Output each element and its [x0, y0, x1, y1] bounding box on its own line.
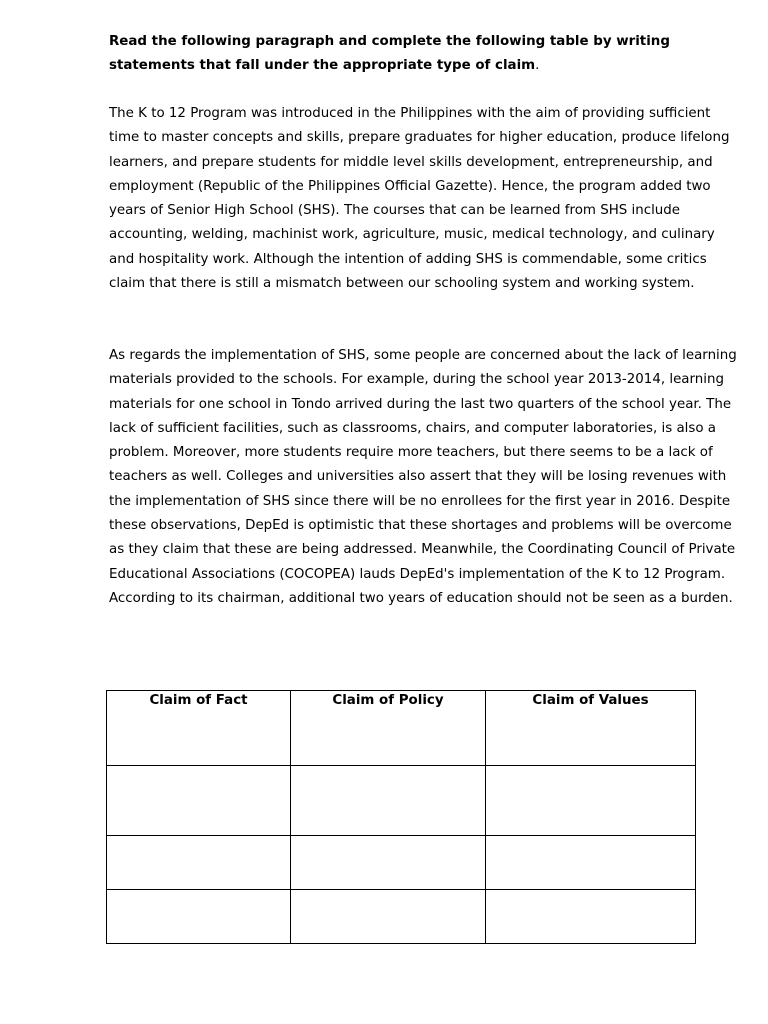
table-header-row — [107, 691, 696, 766]
cell-values[interactable] — [486, 836, 696, 890]
cell-fact[interactable] — [107, 766, 291, 836]
instruction-text — [109, 30, 729, 79]
cell-policy[interactable] — [291, 890, 486, 944]
claims-table — [106, 690, 696, 944]
cell-values[interactable] — [486, 766, 696, 836]
cell-values[interactable] — [486, 890, 696, 944]
instruction-period: . — [535, 58, 540, 74]
paragraph-1: The K to 12 Program was introduced in the Philippines with the aim of providing sufficient time to master concepts and skills, prepare graduates for higher education, produce lifelong learners, and prepare students for middle level skills development, entrepreneurship, and employment (Republic of the Philippines Official Gazette). Hence, the program added two years of Senior High School (SHS). The courses that can be learned from SHS include accounting, welding, machinist work, agriculture, music, medical technology, and culinary and hospitality work. Although the intention of adding SHS is commendable, some critics claim that there is still a mismatch between our schooling system and working system. — [109, 106, 730, 292]
cell-policy[interactable] — [291, 766, 486, 836]
cell-fact[interactable] — [107, 890, 291, 944]
table-row — [107, 890, 696, 944]
paragraph-2: As regards the implementation of SHS, some people are concerned about the lack of learning materials provided to the schools. For example, during the school year 2013-2014, learning materials for one school in Tondo arrived during the last two quarters of the school year. The lack of sufficient facilities, such as classrooms, chairs, and computer laboratories, is also a problem. Moreover, more students require more teachers, but there seems to be a lack of teachers as well. Colleges and universities also assert that they will be losing revenues with the implementation of SHS since there will be no enrollees for the first year in 2016. Despite these observations, DepEd is optimistic that these shortages and problems will be overcome as they claim that these are being addressed. Meanwhile, the Coordinating Council of Private Educational Associations (COCOPEA) lauds DepEd's implementation of the K to 12 Program. According to its chairman, additional two years of education should not be seen as a burden. — [109, 348, 737, 606]
header-claim-of-fact: Claim of Fact — [107, 691, 291, 766]
cell-policy[interactable] — [291, 836, 486, 890]
table-row — [107, 766, 696, 836]
header-claim-of-policy: Claim of Policy — [291, 691, 486, 766]
cell-fact[interactable] — [107, 836, 291, 890]
table-row — [107, 836, 696, 890]
instruction-bold: Read the following paragraph and complete the following table by writing statements that fall under the appropriate type of claim — [109, 34, 670, 74]
header-claim-of-values: Claim of Values — [486, 691, 696, 766]
